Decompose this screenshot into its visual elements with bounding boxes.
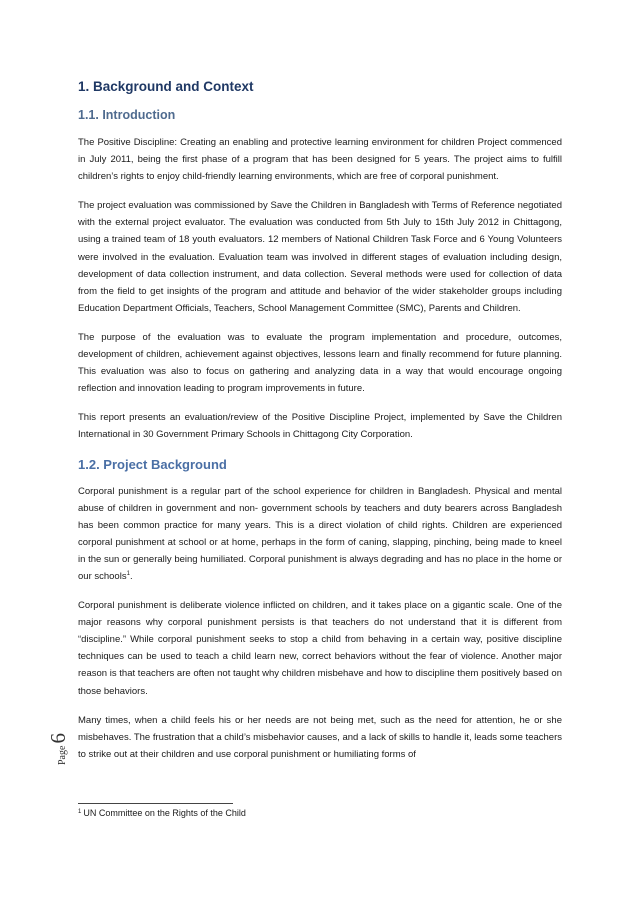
intro-paragraph: The purpose of the evaluation was to evaluate the program implementation and procedure, outcomes, development of children, achievement against objectives, lessons learn and finally recommend for future planning. This evaluation was also to focus on gathering and analyzing data in a way that would encourage ongoing reflection and innovation leading to program improvements in future. xyxy=(78,331,562,395)
footnote-text: UN Committee on the Rights of the Child xyxy=(83,808,246,818)
footnote xyxy=(78,808,246,818)
section-title-introduction: 1.1. Introduction xyxy=(78,108,176,122)
background-paragraph: Corporal punishment is deliberate violence inflicted on children, and it takes place on a gigantic scale. One of the major reasons why corporal punishment persists is that teachers do not understand that it is different from “discipline.” While corporal punishment seeks to stop a child from behaving in a certain way, positive discipline techniques can be used to teach a child learn new, correct behaviors without the fear of violence. Another major reason is that teachers are often not taught why children misbehave and how to discipline them positively based on those behaviors. xyxy=(78,600,562,697)
page-number: 6 xyxy=(46,733,70,744)
chapter-heading: 1. Background and Context xyxy=(78,79,254,94)
background-paragraph-text: Corporal punishment is a regular part of the school experience for children in Bangladesh. Physical and mental abuse of children in government and non- government schools by teachers and duty bearers across Bangladesh has been common practice for many years. This is a direct violation of child rights. Children are experienced corporal punishment at school or at home, perhaps in the form of caning, slapping, pinching, being made to kneel in the sun or generally being humiliated. Corporal punishment is always degrading and has no place in the home or our schools xyxy=(78,485,562,582)
sentence-end: . xyxy=(129,570,133,582)
section-title-project-background: 1.2. Project Background xyxy=(78,456,227,472)
footnote-reference: 1 xyxy=(126,570,130,577)
intro-paragraph: The Positive Discipline: Creating an enabling and protective learning environment for children Project commenced in July 2011, being the first phase of a program that has been designed for 5 years. The project aims to fulfill children’s rights to enjoy child-friendly learning environments, which are free of corporal punishment. xyxy=(78,137,562,183)
background-paragraph: Many times, when a child feels his or her needs are not being met, such as the need for attention, he or she misbehaves. The frustration that a child’s misbehavior causes, and a lack of skills to handle it, leads some teachers to strike out at their children and use corporal punishment or humiliating forms of xyxy=(78,714,562,760)
intro-paragraph: This report presents an evaluation/review of the Positive Discipline Project, implemented by Save the Children International in 30 Government Primary Schools in Chittagong City Corporation. xyxy=(78,412,562,441)
document-body xyxy=(78,78,562,775)
footnote-divider xyxy=(78,803,233,804)
page-word: Page xyxy=(57,745,68,765)
background-paragraph xyxy=(78,483,562,586)
footnote-marker: 1 xyxy=(78,809,82,815)
page-number-label xyxy=(46,733,71,765)
intro-paragraph: The project evaluation was commissioned by Save the Children in Bangladesh with Terms of Reference negotiated with the external project evaluator. The evaluation was conducted from 5th July to 15th July 2012 in Chittagong, using a trained team of 18 youth evaluators. 12 members of National Children Task Force and 6 Young Volunteers were involved in the evaluation. Evaluation team was involved in different stages of evaluation including design, development of data collection instrument, and data collection. Several methods were used for collection of data from the field to get insights of the program and attitude and behavior of the wider stakeholder groups including Education Department Officials, Teachers, School Management Committee (SMC), Parents and Children. xyxy=(78,200,562,314)
